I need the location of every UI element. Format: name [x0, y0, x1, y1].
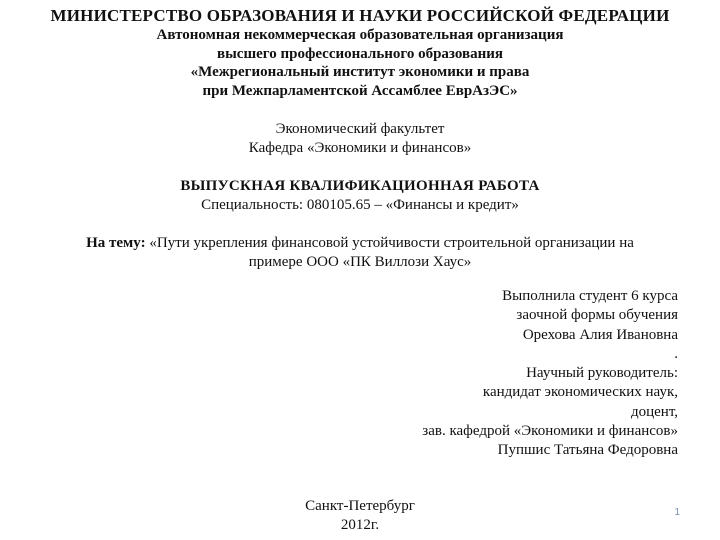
supervisor-label: Научный руководитель: — [526, 365, 678, 382]
author-block — [422, 287, 678, 461]
education-level-line: высшего профессионального образования — [216, 45, 503, 62]
city: Санкт-Петербург — [305, 498, 415, 514]
institution-header — [0, 6, 720, 100]
author-name: Орехова Алия Ивановна — [522, 326, 678, 343]
specialty-line: Специальность: 080105.65 – «Финансы и кредит» — [201, 197, 519, 213]
page-number: 1 — [674, 507, 680, 518]
footer-block — [0, 497, 720, 535]
supervisor-title: доцент, — [630, 403, 678, 420]
supervisor-name: Пупшис Татьяна Федоровна — [497, 442, 678, 459]
supervisor-position: зав. кафедрой «Экономики и финансов» — [422, 423, 678, 440]
organization-type-line: Автономная некоммерческая образовательная организация — [156, 27, 564, 43]
year: 2012г. — [340, 517, 380, 533]
department-name: Кафедра «Экономики и финансов» — [248, 140, 472, 156]
topic-block — [0, 234, 720, 272]
faculty-name: Экономический факультет — [275, 121, 445, 137]
ministry-line: МИНИСТЕРСТВО ОБРАЗОВАНИЯ И НАУКИ РОССИЙСКОЙ ФЕДЕРАЦИИ — [50, 6, 670, 25]
author-study-form: заочной формы обучения — [516, 307, 678, 324]
institute-name-line: «Межрегиональный институт экономики и права — [190, 64, 530, 80]
topic-line-2: примере ООО «ПК Виллози Хаус» — [248, 254, 472, 270]
work-title-block — [0, 177, 720, 215]
supervisor-degree: кандидат экономических наук, — [482, 384, 678, 401]
work-type-title: ВЫПУСКНАЯ КВАЛИФИКАЦИОННАЯ РАБОТА — [180, 178, 540, 194]
faculty-block — [0, 120, 720, 158]
topic-label: На тему: — [86, 235, 146, 251]
author-dot: . — [674, 345, 678, 362]
institute-affiliation-line: при Межпарламентской Ассамблее ЕврАзЭС» — [202, 82, 518, 99]
topic-text-1: «Пути укрепления финансовой устойчивости строительной организации на — [145, 235, 634, 251]
author-status: Выполнила студент 6 курса — [502, 288, 678, 304]
topic-line-1 — [0, 234, 720, 253]
